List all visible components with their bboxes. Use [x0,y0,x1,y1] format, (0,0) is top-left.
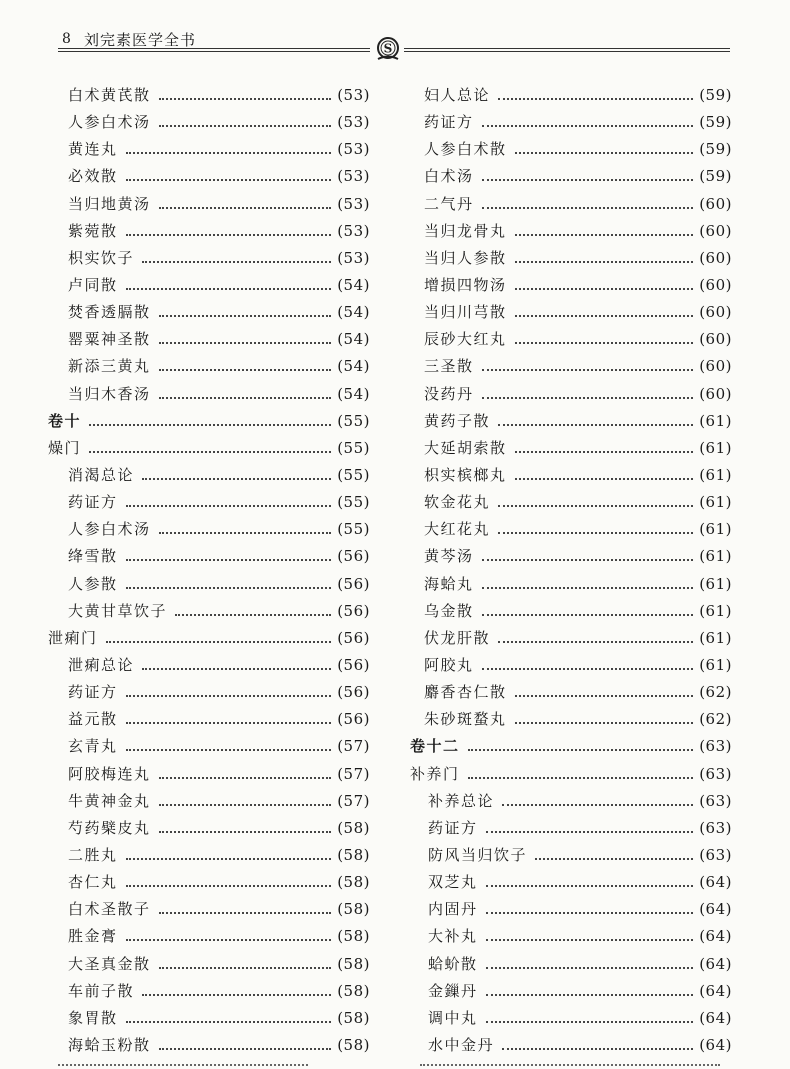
dot-leader [486,938,694,941]
toc-entry-page: (62) [699,683,732,702]
dot-leader [486,911,694,914]
toc-entry-title: 二气丹 [424,194,474,213]
toc-entry-title: 绛雪散 [68,547,118,566]
toc-entry-title: 药证方 [428,818,478,837]
toc-left-column [48,82,370,1059]
toc-entry-page: (59) [699,140,732,159]
toc-entry-page: (53) [337,140,370,159]
toc-entry-page: (63) [699,791,732,810]
dot-leader [126,748,332,751]
dot-leader [486,884,694,887]
toc-entry [410,788,732,815]
toc-entry [48,191,370,218]
toc-entry [410,299,732,326]
toc-entry-title: 当归川芎散 [424,303,507,322]
toc-entry-page: (54) [337,303,370,322]
toc-entry-title: 辰砂大红丸 [424,330,507,349]
toc-entry-title: 妇人总论 [424,86,491,104]
toc-entry-page: (56) [337,628,370,647]
dot-leader [486,966,694,969]
dot-leader [515,287,694,290]
toc-entry-page: (55) [337,411,370,430]
toc-entry-page: (54) [337,330,370,349]
dot-leader [89,450,331,453]
toc-entry-title: 双芝丸 [428,873,478,892]
toc-entry-page: (56) [337,655,370,674]
toc-entry [48,923,370,950]
toc-entry-page: (61) [699,601,732,620]
toc-entry-title: 朱砂斑蝥丸 [424,710,507,729]
toc-entry [410,923,732,950]
toc-entry [48,272,370,299]
dot-leader [126,694,332,697]
cut-off-next-line [48,1060,732,1069]
dot-leader [482,396,694,399]
toc-entry-page: (60) [699,248,732,267]
dot-leader [482,586,694,589]
toc-entry-page: (60) [699,384,732,403]
toc-entry-title: 白术汤 [424,167,474,186]
dot-leader [126,884,332,887]
toc-entry-title: 防风当归饮子 [428,845,528,864]
toc-entry-title: 必效散 [68,167,118,186]
toc-entry-page: (53) [337,221,370,240]
toc-entry-title: 药证方 [68,493,118,512]
dot-leader [159,1047,332,1050]
toc-entry-page: (54) [337,384,370,403]
toc-entry-title: 内固丹 [428,900,478,919]
toc-entry-title: 益元散 [68,710,118,729]
toc-entry-page: (58) [337,1008,370,1027]
toc-entry-title: 燥门 [48,438,82,457]
toc-entry-title: 大补丸 [428,927,478,946]
toc-entry-page: (61) [699,411,732,430]
dot-leader [468,776,694,779]
dot-leader [159,830,332,833]
dot-leader [498,423,693,426]
toc-entry-page: (64) [699,873,732,892]
toc-entry-page: (64) [699,900,732,919]
dot-leader [515,341,694,344]
toc-entry [410,896,732,923]
toc-entry-page: (58) [337,818,370,837]
toc-entry-title: 药证方 [424,113,474,132]
toc-entry [48,788,370,815]
toc-entry-page: (61) [699,547,732,566]
toc-entry-page: (63) [699,818,732,837]
toc-entry-page: (58) [337,927,370,946]
toc-entry-page: (59) [699,86,732,104]
dot-leader [482,124,694,127]
dot-leader [515,477,694,480]
toc-entry [48,136,370,163]
toc-entry-page: (55) [337,520,370,539]
dot-leader [468,748,694,751]
toc-entry [48,516,370,543]
dot-leader [126,504,332,507]
dot-leader [498,504,693,507]
toc-entry [410,869,732,896]
toc-entry [48,163,370,190]
toc-entry [410,679,732,706]
book-title: 刘完素医学全书 [84,31,197,49]
toc-entry-page: (58) [337,981,370,1000]
toc-entry [410,625,732,652]
dot-leader [482,558,694,561]
toc-entry-page: (58) [337,900,370,919]
toc-entry-title: 伏龙肝散 [424,628,491,647]
dot-leader [126,233,332,236]
toc-entry [410,272,732,299]
toc-entry [410,435,732,462]
toc-entry-title: 白术圣散子 [68,900,151,919]
toc-right-column [410,82,732,1059]
toc-entry-page: (63) [699,737,732,756]
toc-entry [410,326,732,353]
toc-entry-title: 大红花丸 [424,520,491,539]
toc-entry [48,462,370,489]
toc-entry [48,625,370,652]
toc-entry-page: (61) [699,574,732,593]
toc-entry-title: 焚香透膈散 [68,303,151,322]
toc-entry-page: (64) [699,954,732,973]
toc-entry [48,951,370,978]
toc-entry-page: (56) [337,683,370,702]
toc-entry [48,1005,370,1032]
toc-entry-title: 调中丸 [428,1008,478,1027]
toc-entry [410,462,732,489]
toc-entry [48,896,370,923]
toc-entry-title: 大延胡索散 [424,438,507,457]
toc-entry-page: (61) [699,655,732,674]
toc-entry [410,815,732,842]
toc-entry-title: 卢同散 [68,275,118,294]
toc-entry-title: 罂粟神圣散 [68,330,151,349]
dot-leader [159,97,332,100]
toc-entry [410,245,732,272]
toc-entry-page: (53) [337,194,370,213]
toc-entry-page: (64) [699,1035,732,1054]
toc-entry [48,1032,370,1059]
dot-leader [486,830,694,833]
toc-entry-title: 金鏁丹 [428,981,478,1000]
dot-leader [126,151,332,154]
toc-entry-page: (55) [337,493,370,512]
dot-leader [159,531,332,534]
toc-entry-page: (56) [337,547,370,566]
toc-entry [48,761,370,788]
toc-entry-page: (60) [699,330,732,349]
dot-leader [126,721,332,724]
dot-leader [142,477,331,480]
toc-entry-page: (61) [699,520,732,539]
toc-entry [48,109,370,136]
page-header [58,29,730,65]
toc-entry-title: 当归龙骨丸 [424,221,507,240]
dot-leader [126,586,332,589]
dot-leader [159,966,332,969]
toc-entry [410,543,732,570]
toc-entry-title: 车前子散 [68,981,135,1000]
toc-entry-page: (61) [699,438,732,457]
dot-leader [482,368,694,371]
toc-entry [410,353,732,380]
dot-leader [159,124,332,127]
page-number: 8 [62,31,71,47]
dot-leader [486,993,694,996]
toc-entry-title: 枳实饮子 [68,248,135,267]
dot-leader [498,531,693,534]
toc-entry-title: 补养门 [410,764,460,783]
dot-leader [159,803,332,806]
toc-entry-title: 阿胶梅连丸 [68,764,151,783]
toc-entry [410,571,732,598]
toc-entry-title: 水中金丹 [428,1035,495,1054]
toc-entry-page: (64) [699,1008,732,1027]
toc-entry [410,381,732,408]
dot-leader [126,857,332,860]
toc-entry-page: (61) [699,465,732,484]
toc-entry [410,191,732,218]
toc-entry-page: (61) [699,628,732,647]
toc-entry-page: (57) [337,764,370,783]
toc-entry [48,489,370,516]
toc-entry-page: (60) [699,275,732,294]
toc-entry [410,136,732,163]
dot-leader [515,233,694,236]
toc-entry-title: 消渴总论 [68,465,135,484]
toc-entry-title: 大黄甘草饮子 [68,601,168,620]
toc-entry-page: (58) [337,954,370,973]
toc-entry-page: (56) [337,574,370,593]
dot-leader [515,721,694,724]
toc-entry [48,245,370,272]
toc-entry [410,761,732,788]
toc-entry-page: (59) [699,167,732,186]
toc-entry [410,1005,732,1032]
toc-entry [410,516,732,543]
dot-leader [126,287,332,290]
toc-entry [410,842,732,869]
toc-entry-page: (60) [699,194,732,213]
toc-entry-title: 没药丹 [424,384,474,403]
dot-leader [159,368,332,371]
toc-entry-title: 当归地黄汤 [68,194,151,213]
dot-leader [159,206,332,209]
toc-entry-title: 泄痢总论 [68,655,135,674]
toc-entry-page: (60) [699,303,732,322]
toc-entry [48,326,370,353]
toc-entry [410,978,732,1005]
dot-leader [159,396,332,399]
toc-entry-title: 海蛤丸 [424,574,474,593]
toc-entry [410,109,732,136]
dot-leader [106,640,332,643]
toc-entry-title: 杏仁丸 [68,873,118,892]
dot-leader [142,667,331,670]
toc-entry-page: (58) [337,1035,370,1054]
dot-leader [89,423,331,426]
toc-entry [48,218,370,245]
toc-entry-title: 人参白术散 [424,140,507,159]
toc-entry-title: 枳实槟榔丸 [424,465,507,484]
toc-entry-page: (60) [699,221,732,240]
dot-leader [159,341,332,344]
dot-leader [515,151,694,154]
toc-entry-page: (64) [699,981,732,1000]
toc-entry-title: 二胜丸 [68,845,118,864]
toc-entry [48,978,370,1005]
toc-entry-title: 紫菀散 [68,221,118,240]
toc-entry [48,706,370,733]
toc-entry-title: 芍药檗皮丸 [68,818,151,837]
toc-entry [48,842,370,869]
toc-entry-title: 黄芩汤 [424,547,474,566]
toc-entry [410,163,732,190]
toc-entry-title: 泄痢门 [48,628,98,647]
toc-entry [48,381,370,408]
toc-entry-page: (53) [337,113,370,132]
toc-entry-title: 海蛤玉粉散 [68,1035,151,1054]
toc-entry-page: (56) [337,601,370,620]
dot-leader [515,260,694,263]
toc-entry [48,815,370,842]
toc-entry [48,869,370,896]
header-rule-right [404,48,730,52]
toc-entry-title: 胜金膏 [68,927,118,946]
publisher-logo-icon [374,35,402,63]
toc-entry-title: 白术黄芪散 [68,86,151,104]
toc-entry-title: 软金花丸 [424,493,491,512]
dot-leader [159,911,332,914]
toc-entry-title: 麝香杏仁散 [424,683,507,702]
toc-entry-title: 玄青丸 [68,737,118,756]
toc-entry [410,489,732,516]
toc-entry [410,652,732,679]
dot-leader [486,1020,694,1023]
toc-entry [48,652,370,679]
dot-leader [159,314,332,317]
dot-leader [482,206,694,209]
dot-leader [126,558,332,561]
toc-entry-page: (60) [699,357,732,376]
toc-entry-title: 卷十 [48,411,82,430]
toc-entry-title: 牛黄神金丸 [68,791,151,810]
dot-leader [482,178,694,181]
dot-leader [502,803,693,806]
logo-letter: S [383,41,393,56]
toc-entry-page: (58) [337,845,370,864]
dot-leader [175,613,331,616]
toc-entry-page: (61) [699,493,732,512]
toc-entry-page: (56) [337,710,370,729]
toc-entry [410,598,732,625]
toc-entry-title: 黄药子散 [424,411,491,430]
dot-leader [515,694,694,697]
toc-entry [410,82,732,109]
toc-entry-page: (55) [337,465,370,484]
toc-entry-page: (57) [337,791,370,810]
toc-entry-page: (55) [337,438,370,457]
dot-leader [515,450,694,453]
toc-entry-title: 增损四物汤 [424,275,507,294]
toc-entry-page: (64) [699,927,732,946]
toc-entry-title: 当归人参散 [424,248,507,267]
toc-entry [48,353,370,380]
toc-entry-page: (63) [699,764,732,783]
toc-entry [48,82,370,109]
toc-entry-title: 当归木香汤 [68,384,151,403]
toc-entry-title: 人参白术汤 [68,520,151,539]
toc-entry-page: (54) [337,357,370,376]
toc-entry-title: 药证方 [68,683,118,702]
toc-entry [48,571,370,598]
toc-entry [48,679,370,706]
toc-entry [410,218,732,245]
toc-entry [48,598,370,625]
toc-entry-page: (62) [699,710,732,729]
dot-leader [515,314,694,317]
header-rule-left [58,48,370,52]
toc-entry-page: (54) [337,275,370,294]
dot-leader [142,260,331,263]
toc-entry [410,951,732,978]
dot-leader [159,776,332,779]
dot-leader [482,667,694,670]
toc-entry-page: (53) [337,248,370,267]
toc-entry-page: (57) [337,737,370,756]
toc-entry-title: 黄连丸 [68,140,118,159]
dot-leader [498,640,693,643]
toc-entry-title: 象胃散 [68,1008,118,1027]
toc-entry-title: 乌金散 [424,601,474,620]
toc-entry-page: (59) [699,113,732,132]
toc-entry-title: 人参白术汤 [68,113,151,132]
toc-entry-page: (63) [699,845,732,864]
toc-entry [48,408,370,435]
toc-entry-title: 补养总论 [428,791,495,810]
toc-entry-title: 三圣散 [424,357,474,376]
toc-entry-title: 人参散 [68,574,118,593]
toc-entry-title: 大圣真金散 [68,954,151,973]
toc-entry [48,435,370,462]
dot-leader [482,613,694,616]
toc-entry [410,733,732,760]
dot-leader [126,178,332,181]
toc-entry [410,706,732,733]
dot-leader [535,857,693,860]
dot-leader [126,1020,332,1023]
toc-entry [410,408,732,435]
toc-entry-page: (58) [337,873,370,892]
dot-leader [502,1047,693,1050]
dot-leader [126,938,332,941]
toc-entry-page: (53) [337,167,370,186]
toc-entry-title: 新添三黄丸 [68,357,151,376]
toc-entry [48,299,370,326]
dot-leader [142,993,331,996]
toc-entry-title: 阿胶丸 [424,655,474,674]
toc-entry [48,733,370,760]
toc-entry-title: 卷十二 [410,737,460,756]
toc-entry-title: 蛤蚧散 [428,954,478,973]
toc-entry-page: (53) [337,86,370,104]
toc-entry [48,543,370,570]
dot-leader [498,97,693,100]
toc-entry [410,1032,732,1059]
